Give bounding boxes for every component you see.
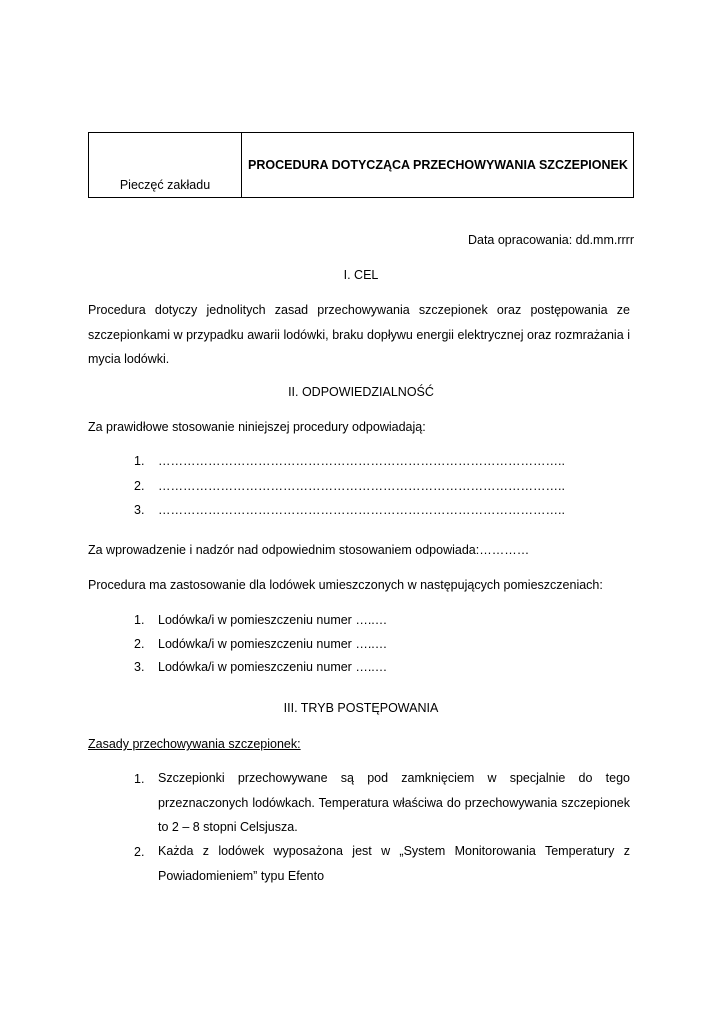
section-3-heading: III. TRYB POSTĘPOWANIA [283, 701, 439, 715]
header-table [88, 132, 634, 198]
list-number: 1. [134, 772, 145, 786]
list-number: 3. [134, 503, 145, 517]
scope-line: Procedura ma zastosowanie dla lodówek umieszczonych w następujących pomieszczeniach: [88, 578, 603, 592]
list-text: …………………………………………………………………………………….. [158, 454, 565, 468]
list-number: 2. [134, 845, 145, 859]
date-line: Data opracowania: dd.mm.rrrr [467, 233, 634, 247]
list-number: 2. [134, 637, 145, 651]
list-number: 1. [134, 613, 145, 627]
title-cell [242, 133, 633, 197]
stamp-label: Pieczęć zakładu [119, 178, 211, 192]
supervision-line: Za wprowadzenie i nadzór nad odpowiednim stosowaniem odpowiada:………… [88, 543, 530, 557]
list-number: 1. [134, 454, 145, 468]
section-3-subheading: Zasady przechowywania szczepionek: [88, 737, 301, 751]
list-text: Lodówka/i w pomieszczeniu numer …..… [158, 637, 388, 651]
stamp-cell [89, 133, 242, 197]
list-text: Lodówka/i w pomieszczeniu numer …..… [158, 613, 388, 627]
list-text: Każda z lodówek wyposażona jest w „System Monitorowania Temperatury z Powiadomieniem” typu Efento [158, 844, 630, 883]
section-1-text: Procedura dotyczy jednolitych zasad przechowywania szczepionek oraz postępowania ze szczepionkami w przypadku awarii lodówki, braku dopływu energii elektrycznej oraz rozmrażania i mycia lodówki. [88, 303, 630, 366]
document-title: PROCEDURA DOTYCZĄCA PRZECHOWYWANIA SZCZEPIONEK [248, 158, 628, 172]
list-number: 2. [134, 479, 145, 493]
list-text: …………………………………………………………………………………….. [158, 479, 565, 493]
section-2-heading: II. ODPOWIEDZIALNOŚĆ [288, 385, 434, 399]
list-text: Szczepionki przechowywane są pod zamknięciem w specjalnie do tego przeznaczonych lodówkach. Temperatura właściwa do przechowywania szczepionek to 2 – 8 stopni Celsjusza. [158, 771, 630, 834]
list-number: 3. [134, 660, 145, 674]
responsibility-intro: Za prawidłowe stosowanie niniejszej procedury odpowiadają: [88, 420, 426, 434]
section-1-heading: I. CEL [343, 268, 379, 282]
list-text: Lodówka/i w pomieszczeniu numer …..… [158, 660, 388, 674]
list-text: …………………………………………………………………………………….. [158, 503, 565, 517]
